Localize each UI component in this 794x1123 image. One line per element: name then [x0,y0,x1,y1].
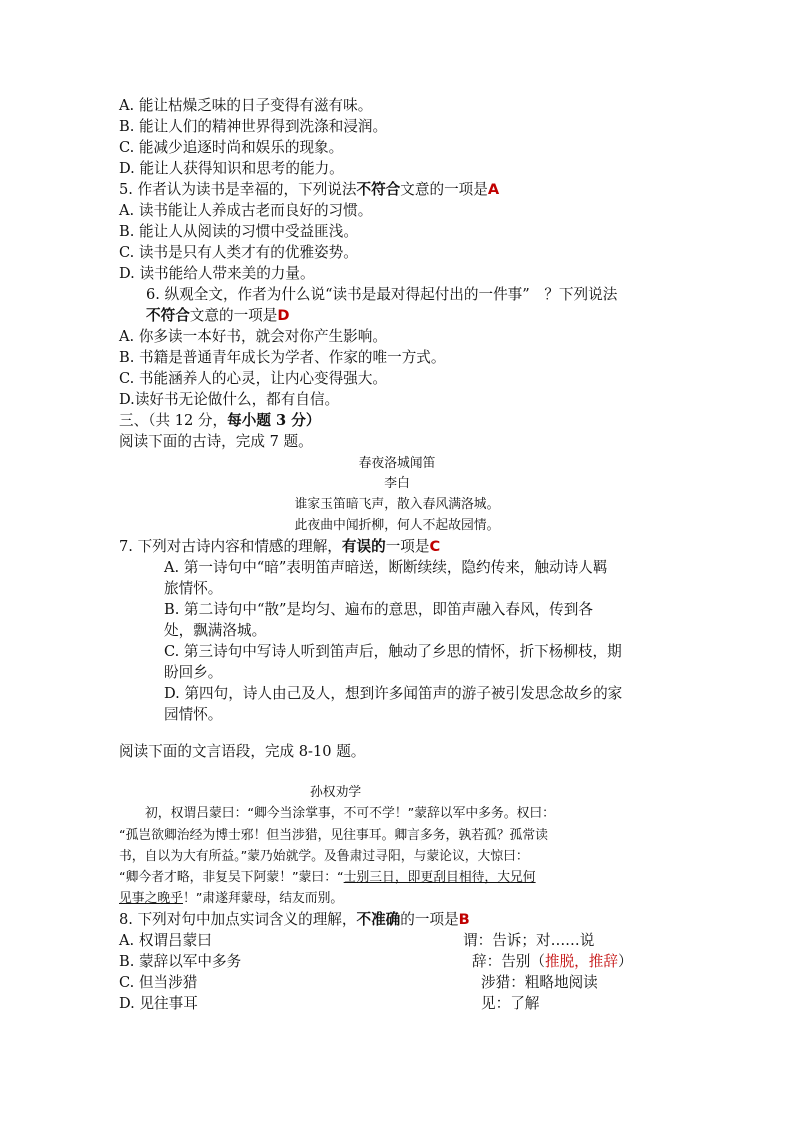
q6-option-d: D.读好书无论做什么，都有自信。 [119,391,340,408]
q6-option-b: B. 书籍是普通青年成长为学者、作家的唯一方式。 [119,349,446,366]
q8-option-b: B. 蒙辞以军中多务 [119,953,242,970]
q6-option-a: A. 你多读一本好书，就会对你产生影响。 [119,328,387,345]
q5-stem: 5. 作者认为读书是幸福的，下列说法不符合文意的一项是A [119,181,500,198]
q6-option-c: C. 书能涵养人的心灵，让内心变得强大。 [119,370,388,387]
q8-option-c: C. 但当涉猎 [119,974,198,991]
passage-line-2: “孤岂欲卿治经为博士邪！但当涉猎，见往事耳。卿言多务，孰若孤？孤常读 [119,828,548,843]
q8-option-b-gloss: 辞：告别（推脱，推辞） [472,953,633,970]
poem-title: 春夜洛城闻笛 [358,456,436,471]
q7-option-c-line1: C. 第三诗句中写诗人听到笛声后，触动了乡思的情怀，折下杨柳枝，期 [164,643,622,660]
q4-option-b: B. 能让人们的精神世界得到洗涤和浸润。 [119,118,388,135]
q7-option-b-line1: B. 第二诗句中“散”是均匀、遍布的意思，即笛声融入春风，传到各 [164,601,593,618]
underlined-sentence-part2: 见事之晚乎 [119,891,183,906]
q4-option-c: C. 能减少追逐时尚和娱乐的现象。 [119,139,344,156]
section-3-instruction: 阅读下面的古诗，完成 7 题。 [119,433,313,450]
q7-stem: 7. 下列对古诗内容和情感的理解，有误的一项是C [119,538,441,555]
q7-option-a-line2: 旅情怀。 [164,580,223,597]
poem-line-2: 此夜曲中闻折柳，何人不起故园情。 [294,518,500,533]
poem-author: 李白 [384,476,410,491]
q8-option-c-gloss: 涉猎：粗略地阅读 [481,974,598,991]
q8-stem: 8. 下列对句中加点实词含义的理解，不准确的一项是B [119,911,470,928]
q6-stem-line1: 6. 纵观全文，作者为什么说“读书是最对得起付出的一件事” ？下列说法 [146,286,618,303]
q5-option-a: A. 读书能让人养成古老而良好的习惯。 [119,202,373,219]
q8-option-d: D. 见往事耳 [119,995,198,1012]
q7-answer: C [429,538,441,555]
poem-line-1: 谁家玉笛暗飞声，散入春风满洛城。 [294,497,500,512]
q5-option-d: D. 读书能给人带来美的力量。 [119,265,315,282]
q8-answer: B [458,911,470,928]
q7-option-c-line2: 盼回乡。 [164,664,223,681]
q5-option-b: B. 能让人从阅读的习惯中受益匪浅。 [119,223,358,240]
passage-line-5: 见事之晚乎！”肃遂拜蒙母，结友而别。 [119,891,344,906]
q7-option-d-line1: D. 第四句，诗人由己及人，想到许多闻笛声的游子被引发思念故乡的家 [164,685,623,702]
q8-option-b-correction: 推脱，推辞 [544,953,618,970]
q7-option-b-line2: 处，飘满洛城。 [164,622,267,639]
q7-option-a-line1: A. 第一诗句中“暗”表明笛声暗送，断断续续，隐约传来，触动诗人羁 [164,559,608,576]
q7-option-d-line2: 园情怀。 [164,706,223,723]
q6-answer: D [277,307,290,324]
q8-option-d-gloss: 见：了解 [481,995,540,1012]
q8-option-a: A. 权谓吕蒙曰 [119,932,212,949]
q5-option-c: C. 读书是只有人类才有的优雅姿势。 [119,244,358,261]
classical-instruction: 阅读下面的文言语段，完成 8-10 题。 [119,743,366,760]
passage-line-4: “卿今者才略，非复吴下阿蒙！”蒙曰：“士别三日，即更刮目相待，大兄何 [119,870,536,885]
q4-option-a: A. 能让枯燥乏味的日子变得有滋有味。 [119,97,373,114]
passage-line-1: 初，权谓吕蒙曰：“卿今当涂掌事，不可不学！”蒙辞以军中多务。权曰： [145,806,555,821]
underlined-sentence-part1: 士别三日，即更刮目相待，大兄何 [343,870,536,885]
q8-option-a-gloss: 谓：告诉；对……说 [463,932,595,949]
section-3-heading: 三、（共 12 分，每小题 3 分） [119,412,321,429]
passage-title: 孙权劝学 [310,785,362,800]
q4-option-d: D. 能让人获得知识和思考的能力。 [119,160,344,177]
passage-line-3: 书，自以为大有所益。”蒙乃始就学。及鲁肃过寻阳，与蒙论议，大惊曰： [119,849,529,864]
q6-stem-line2: 不符合文意的一项是D [146,307,290,324]
q5-answer: A [487,181,500,198]
